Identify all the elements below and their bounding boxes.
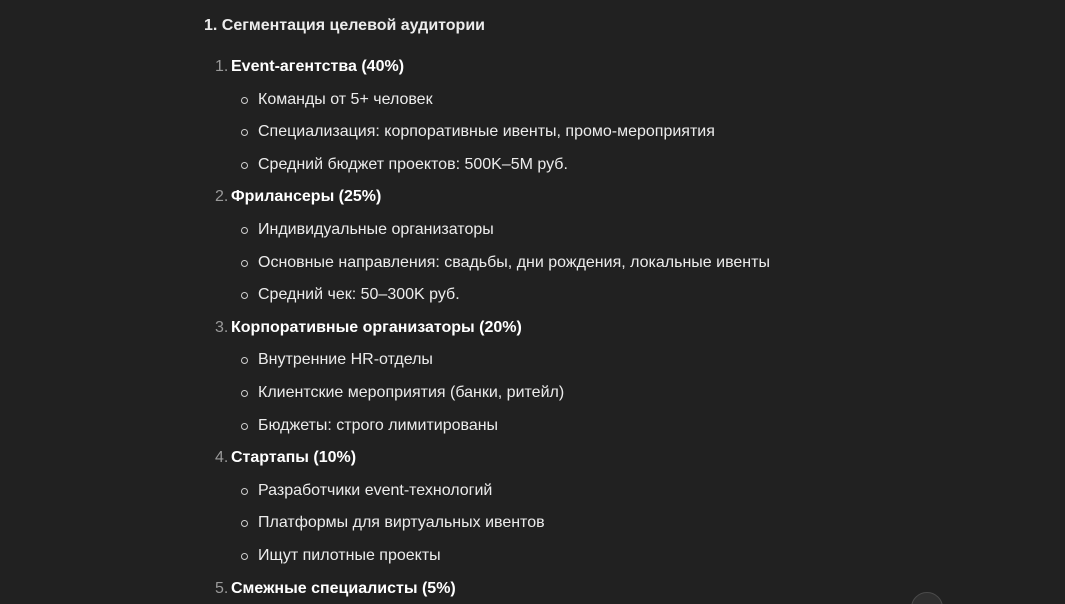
segment-bullets bbox=[204, 89, 844, 176]
bullet-item: Бюджеты: строго лимитированы bbox=[204, 415, 844, 437]
segment-number: 4. bbox=[215, 449, 229, 467]
bullet-item: Основные направления: свадьбы, дни рождения, локальные ивенты bbox=[204, 252, 844, 274]
bullet-item: Внутренние HR-отделы bbox=[204, 349, 844, 371]
bullet-item: Специализация: корпоративные ивенты, промо-мероприятия bbox=[204, 121, 844, 143]
segment-title: Event-агентства (40%) bbox=[231, 58, 405, 75]
bullet-item: Ищут пилотные проекты bbox=[204, 545, 844, 567]
hollow-bullet-icon bbox=[241, 423, 248, 430]
hollow-bullet-icon bbox=[241, 292, 248, 299]
segment-title: Корпоративные организаторы (20%) bbox=[231, 318, 522, 336]
hollow-bullet-icon bbox=[241, 227, 248, 234]
bullet-item: Средний бюджет проектов: 500K–5M руб. bbox=[204, 154, 844, 176]
hollow-bullet-icon bbox=[241, 553, 248, 560]
segment-title: Фрилансеры (25%) bbox=[231, 188, 382, 206]
segment-number: 3. bbox=[215, 318, 229, 336]
segment-number: 2. bbox=[215, 188, 229, 206]
hollow-bullet-icon bbox=[241, 162, 248, 169]
hollow-bullet-icon bbox=[241, 129, 248, 136]
segment-number: 1. bbox=[215, 58, 229, 75]
segment-bullets bbox=[204, 480, 844, 567]
hollow-bullet-icon bbox=[241, 390, 248, 397]
bullet-item: Команды от 5+ человек bbox=[204, 89, 844, 111]
segment-item bbox=[204, 317, 844, 437]
bullet-item: Разработчики event-технологий bbox=[204, 480, 844, 502]
hollow-bullet-icon bbox=[241, 488, 248, 495]
hollow-bullet-icon bbox=[241, 97, 248, 104]
bullet-item: Индивидуальные организаторы bbox=[204, 219, 844, 241]
bullet-item: Средний чек: 50–300K руб. bbox=[204, 284, 844, 306]
segment-item bbox=[204, 56, 844, 176]
segment-number: 5. bbox=[215, 579, 229, 597]
segment-item bbox=[204, 186, 844, 306]
segment-item bbox=[204, 578, 844, 600]
hollow-bullet-icon bbox=[241, 520, 248, 527]
bullet-item: Платформы для виртуальных ивентов bbox=[204, 512, 844, 534]
segment-title: Стартапы (10%) bbox=[231, 449, 357, 467]
section-heading: 1. Сегментация целевой аудитории bbox=[204, 17, 485, 34]
hollow-bullet-icon bbox=[241, 260, 248, 267]
segment-title: Смежные специалисты (5%) bbox=[231, 579, 456, 597]
segment-bullets bbox=[204, 349, 844, 436]
segment-list bbox=[204, 56, 844, 600]
bullet-item: Клиентские мероприятия (банки, ритейл) bbox=[204, 382, 844, 404]
segment-item bbox=[204, 447, 844, 567]
assistant-message bbox=[204, 14, 844, 600]
hollow-bullet-icon bbox=[241, 357, 248, 364]
segment-bullets bbox=[204, 219, 844, 306]
scroll-to-bottom-button[interactable] bbox=[911, 592, 943, 604]
